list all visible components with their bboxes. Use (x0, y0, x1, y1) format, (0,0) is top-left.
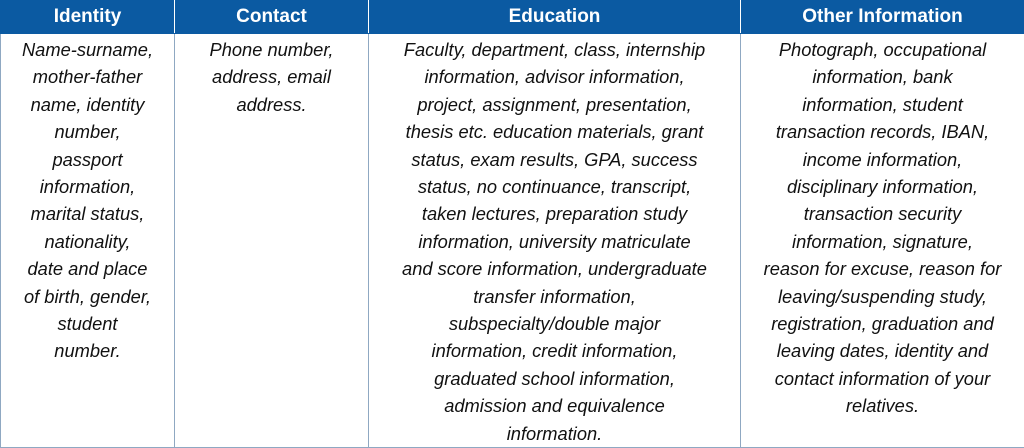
cell-other-information: Photograph, occupational information, bank information, student transaction records, IBAN, income information, disciplinary information, transaction security information, signature, reason for excuse, reason for leaving/suspending study, registration, graduation and leaving dates, identity and contact information of your relatives. (741, 34, 1024, 448)
table-row (1, 34, 1024, 448)
header-identity: Identity (1, 1, 175, 34)
header-row (1, 1, 1024, 34)
header-contact: Contact (175, 1, 369, 34)
cell-education: Faculty, department, class, internship information, advisor information, project, assignment, presentation, thesis etc. education materials, grant status, exam results, GPA, success status, no continuance, transcript, taken lectures, preparation study information, university matriculate and score information, undergraduate transfer information, subspecialty/double major information, credit information, graduated school information, admission and equivalence information. (369, 34, 741, 448)
cell-contact: Phone number, address, email address. (175, 34, 369, 448)
cell-identity: Name-surname, mother-father name, identity number, passport information, marital status, nationality, date and place of birth, gender, student number. (1, 34, 175, 448)
header-other-information: Other Information (741, 1, 1024, 34)
header-education: Education (369, 1, 741, 34)
table-body (1, 34, 1024, 448)
table-header (1, 1, 1024, 34)
